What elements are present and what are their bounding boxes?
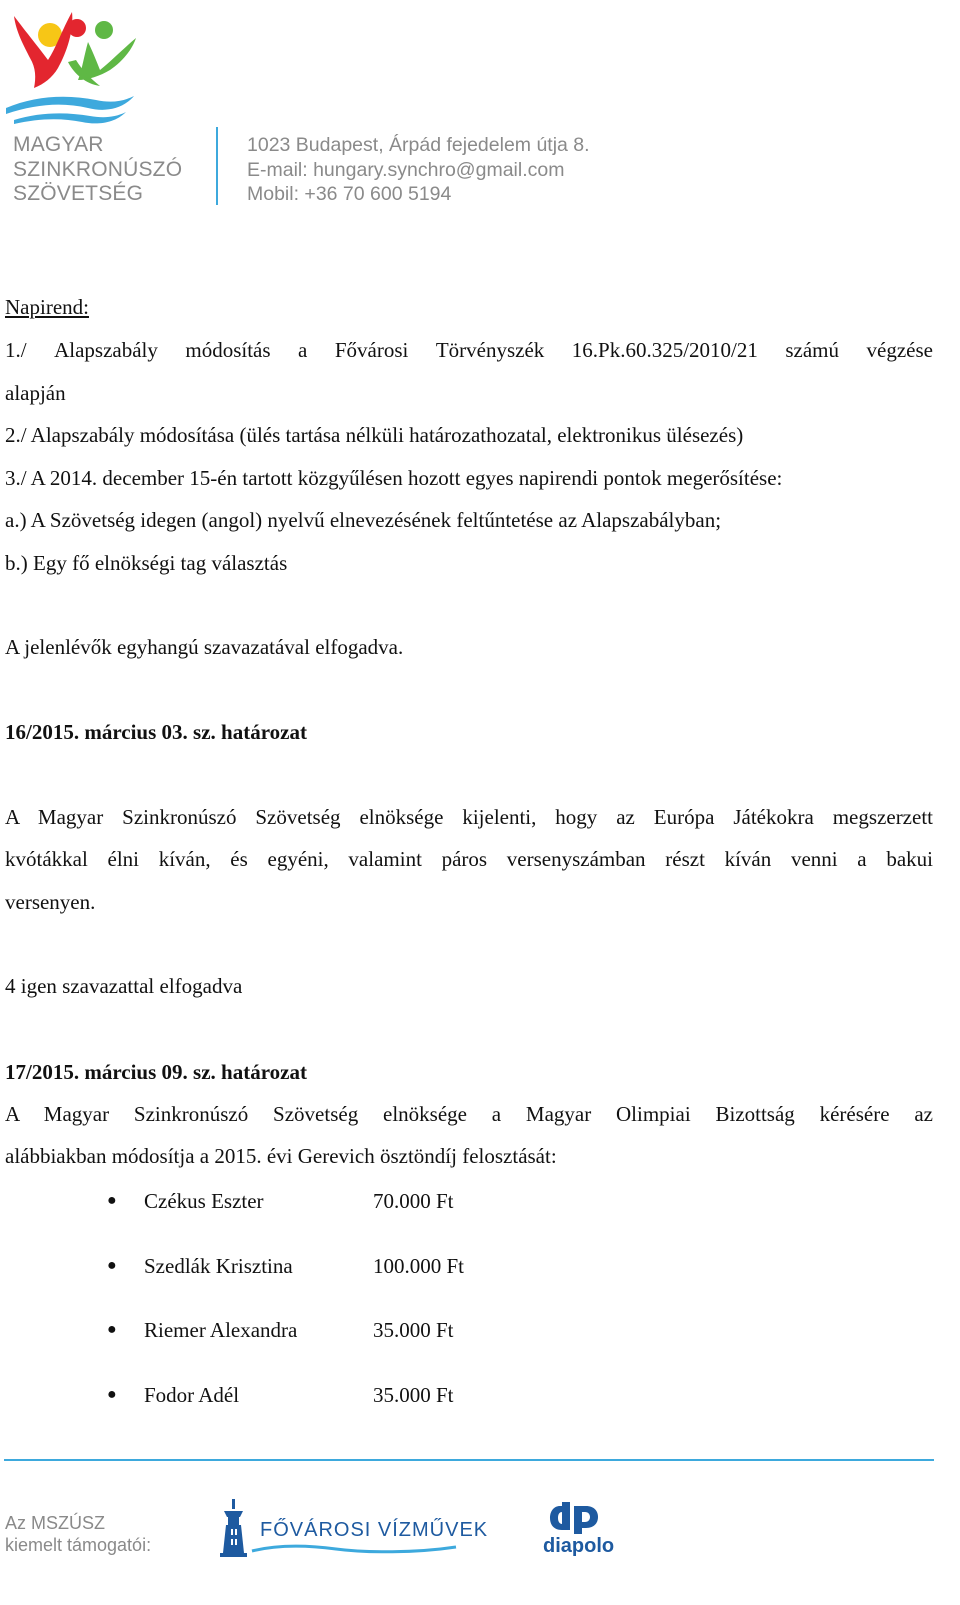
agenda-result: A jelenlévők egyhangú szavazatával elfogadva. [5,635,404,659]
sponsor-vizmuvek-name: FŐVÁROSI VÍZMŰVEK [260,1519,489,1541]
supporters-label-line: Az MSZÚSZ [5,1513,106,1533]
agenda-item-1-word: módosítás [185,338,271,362]
bullet-icon: ● [107,1321,117,1338]
federation-logo-icon [4,4,140,124]
federation-name [13,133,182,207]
agenda-item-1 [5,337,933,363]
bullet-icon: ● [107,1386,117,1403]
agenda-item-1-word: 1./ [5,338,27,362]
agenda-item-3: 3./ A 2014. december 15-én tartott közgyűlésen hozott egyes napirendi pontok megerősítése: [5,466,783,490]
supporters-label [5,1512,151,1556]
agenda-item-1-word: a [298,338,308,362]
contact-address: 1023 Budapest, Árpád fejedelem útja 8. [247,134,590,156]
agenda-item-1-word: Alapszabály [54,338,158,362]
bullet-icon: ● [107,1192,117,1209]
scholarship-amount: 70.000 Ft [373,1189,454,1213]
footer-divider [4,1459,934,1461]
agenda-item-1-word: végzése [866,338,933,362]
agenda-item-2: 2./ Alapszabály módosítása (ülés tartása nélküli határozathozatal, elektronikus ülésezés) [5,423,744,447]
supporters-label-line: kiemelt támogatói: [5,1535,152,1555]
sponsor-diapolo-name: diapolo [543,1535,615,1557]
scholarship-amount: 35.000 Ft [373,1383,454,1407]
contact-email: E-mail: hungary.synchro@gmail.com [247,158,565,181]
agenda-item-3b: b.) Egy fő elnökségi tag választás [5,551,288,575]
resolution-16-text-line: kvótákkal élni kíván, és egyéni, valamint páros versenyszámban részt kíván venni a bakui [5,847,933,871]
agenda-item-1-word: számú [785,338,840,362]
scholarship-amount: 35.000 Ft [373,1318,454,1342]
scholarship-recipient-name: Fodor Adél [144,1383,240,1407]
agenda-item-1-word: Törvényszék [435,338,545,362]
agenda-heading: Napirend: [5,295,89,319]
resolution-16-text-line: versenyen. [5,890,96,914]
resolution-17-text-line: A Magyar Szinkronúszó Szövetség elnöksége a Magyar Olimpiai Bizottság kérésére az [5,1102,933,1126]
scholarship-recipient-name: Czékus Eszter [144,1189,264,1213]
resolution-16-result: 4 igen szavazattal elfogadva [5,974,243,998]
resolution-16-text-line: A Magyar Szinkronúszó Szövetség elnöksége kijelenti, hogy az Európa Játékokra megszerzett [5,805,933,829]
agenda-item-1-word: Fővárosi [334,338,409,362]
contact-mobile: Mobil: +36 70 600 5194 [247,183,452,205]
bullet-icon: ● [107,1257,117,1274]
agenda-item-3a: a.) A Szövetség idegen (angol) nyelvű elnevezésének feltűntetése az Alapszabályban; [5,508,722,532]
federation-name-line: SZINKRONÚSZÓ [13,157,183,181]
agenda-item-1-word: 16.Pk.60.325/2010/21 [571,338,758,362]
resolution-17-title: 17/2015. március 09. sz. határozat [5,1060,307,1084]
scholarship-recipient-name: Szedlák Krisztina [144,1254,293,1278]
resolution-16-title: 16/2015. március 03. sz. határozat [5,720,307,744]
scholarship-amount: 100.000 Ft [373,1254,465,1278]
resolution-17-text-line: alábbiakban módosítja a 2015. évi Gerevich ösztöndíj felosztását: [5,1144,557,1168]
agenda-item-1-continuation: alapján [5,381,66,405]
federation-name-line: SZÖVETSÉG [13,182,144,205]
federation-name-line: MAGYAR [13,133,104,156]
letterhead-divider [216,127,218,205]
scholarship-recipient-name: Riemer Alexandra [144,1318,298,1342]
contact-block [247,133,590,207]
